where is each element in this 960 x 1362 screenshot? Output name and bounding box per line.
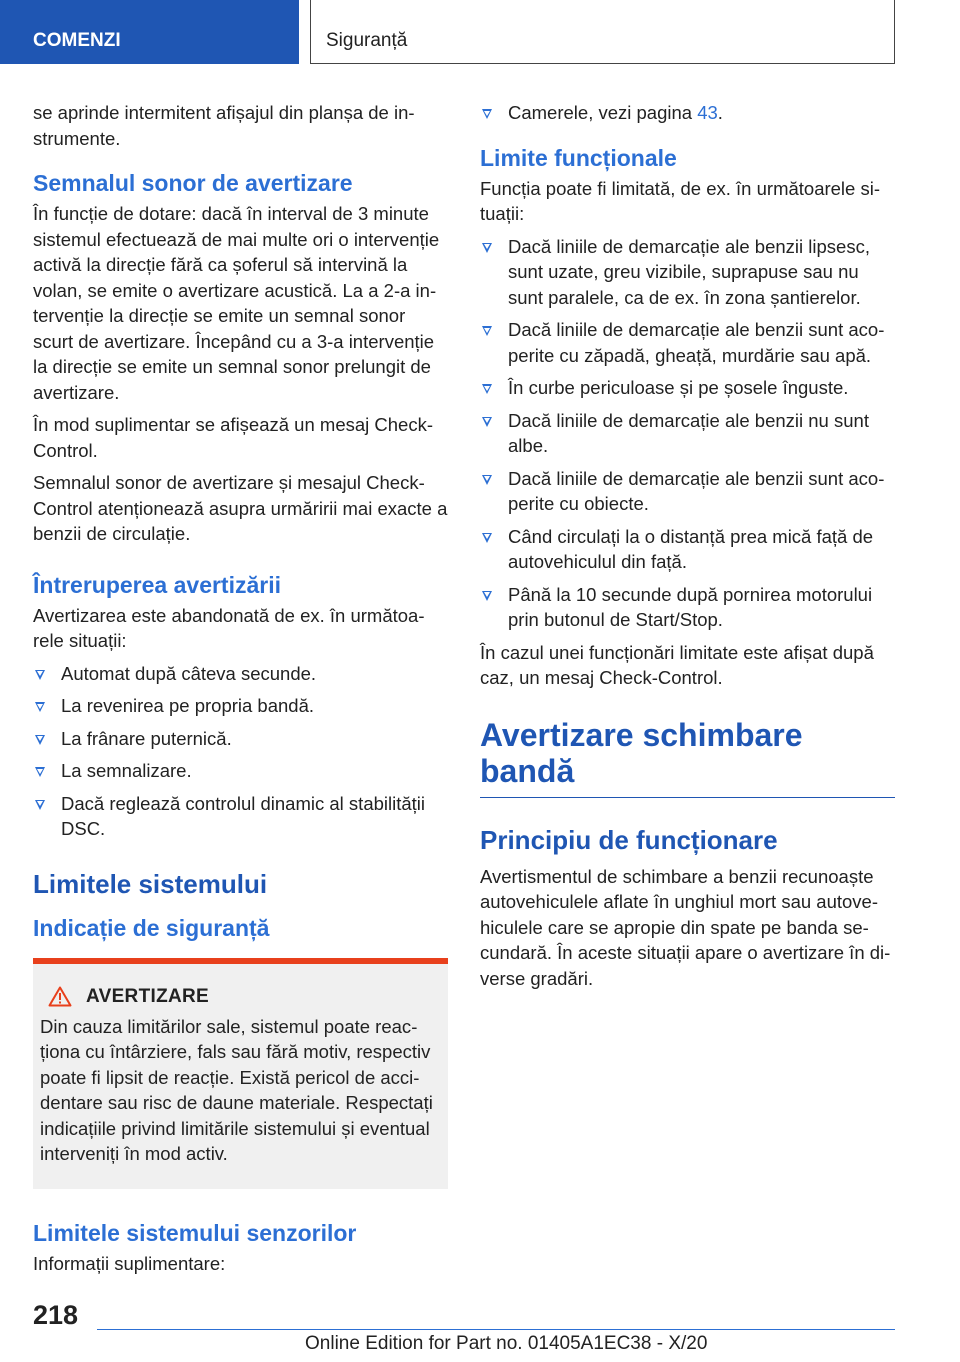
- right-column: [480, 100, 895, 998]
- interrupt-list: [33, 661, 448, 842]
- warning-box: [33, 958, 448, 1189]
- page-number: 218: [33, 1300, 79, 1330]
- heading-lane-change-warning: Avertizare schimbare bandă: [480, 717, 895, 798]
- paragraph-continued: se aprinde intermitent afișajul din planșa de instrumente.: [33, 102, 415, 149]
- heading-interrupt: Întreruperea avertizării: [33, 571, 282, 598]
- bullet-triangle-icon: [35, 702, 45, 712]
- bullet-triangle-icon: [35, 800, 45, 810]
- functional-list: [480, 234, 895, 633]
- paragraph-functional: Funcția poate fi limitată, de ex. în următoarele situații:: [480, 177, 881, 224]
- camera-list: [480, 100, 895, 126]
- chapter-title: Siguranță: [326, 30, 408, 51]
- paragraph-sound-2: În mod suplimentar se afișează un mesaj Check-Control.: [33, 414, 433, 461]
- bullet-triangle-icon: [35, 670, 45, 680]
- bullet-triangle-icon: [482, 326, 492, 336]
- bullet-triangle-icon: [482, 533, 492, 543]
- list-item: La semnalizare.: [33, 758, 448, 784]
- bullet-triangle-icon: [482, 384, 492, 394]
- heading-sound-warning: Semnalul sonor de avertizare: [33, 170, 353, 196]
- bullet-triangle-icon: [482, 109, 492, 119]
- bullet-triangle-icon: [482, 591, 492, 601]
- list-item: Dacă liniile de demarcație ale benzii nu sunt albe.: [480, 408, 895, 459]
- bullet-triangle-icon: [482, 243, 492, 253]
- list-item: Dacă liniile de demarcație ale benzii lipsesc, sunt uzate, greu vizibile, suprapuse sau nu sunt paralele, ca de ex. în zona șantierelor.: [480, 234, 895, 311]
- list-item: Până la 10 secunde după pornirea motorului prin butonul de Start/Stop.: [480, 582, 895, 633]
- list-item: Dacă reglează controlul dinamic al stabilității DSC.: [33, 791, 448, 842]
- heading-sensor-limits: Limitele sistemului senzorilor: [33, 1219, 357, 1246]
- bullet-triangle-icon: [35, 767, 45, 777]
- heading-principle: Principiu de funcționare: [480, 824, 778, 855]
- list-item: Dacă liniile de demarcație ale benzii sunt acoperite cu obiecte.: [480, 466, 895, 517]
- paragraph-sensors: Informații suplimentare:: [33, 1252, 226, 1274]
- paragraph-functional-end: În cazul unei funcționări limitate este afișat după caz, un mesaj Check-Control.: [480, 641, 874, 688]
- bullet-triangle-icon: [482, 475, 492, 485]
- list-item: În curbe periculoase și pe șosele înguste.: [480, 375, 895, 401]
- paragraph-sound-1: În funcție de dotare: dacă în interval de 3 minute sistemul efectuează de mai multe ori o intervenție activă la direcție fără ca șoferul să intervină la volan, se emite o avertizare acustică. La a 2-a intervenție la direcție se emite un semnal sonor scurt de avertizare. Începând cu a 3-a intervenție la direcție se emite un semnal sonor prelungit de avertizare.: [33, 203, 440, 403]
- paragraph-interrupt: Avertizarea este abandonată de ex. în următoarele situații:: [33, 604, 425, 651]
- paragraph-sound-3: Semnalul sonor de avertizare și mesajul Check-Control atenționează asupra urmăririi mai exacte a benzii de circulație.: [33, 472, 448, 544]
- heading-functional-limits: Limite funcționale: [480, 144, 677, 171]
- warning-triangle-icon: [48, 986, 72, 1007]
- heading-system-limits: Limitele sistemului: [33, 868, 268, 899]
- section-tab: [0, 0, 299, 64]
- list-item: La frânare puternică.: [33, 726, 448, 752]
- paragraph-principle: Avertismentul de schimbare a benzii recunoaște autovehiculele aflate în unghiul mort sau autovehiculele care se apropie din spate pe banda secundară. În aceste situații apare o avertizare în diverse gradări.: [480, 865, 891, 989]
- page-link[interactable]: 43: [697, 102, 718, 123]
- heading-safety-note: Indicație de siguranță: [33, 914, 270, 941]
- warning-title: AVERTIZARE: [86, 985, 209, 1007]
- edition-note: Online Edition for Part no. 01405A1EC38 - X/20: [305, 1333, 708, 1354]
- chapter-tab: [310, 0, 895, 64]
- bullet-triangle-icon: [482, 417, 492, 427]
- footer-divider: [97, 1329, 895, 1330]
- left-column: [33, 100, 448, 1283]
- warning-header: [40, 986, 440, 1008]
- list-item: Automat după câteva secunde.: [33, 661, 448, 687]
- list-item: La revenirea pe propria bandă.: [33, 693, 448, 719]
- list-item: Când circulați la o distanță prea mică față de autovehiculul din față.: [480, 524, 895, 575]
- warning-text: Din cauza limitărilor sale, sistemul poate reacționa cu întârziere, fals sau fără motiv, respectiv poate fi lipsit de reacție. Există pericol de accidentare sau risc de daune materiale. Respectați indicațiile privind limitările sistemului și eventual interveniți în mod activ.: [40, 1015, 433, 1164]
- list-item: Camerele, vezi pagina 43.: [480, 100, 895, 126]
- list-item: Dacă liniile de demarcație ale benzii sunt acoperite cu zăpadă, gheață, murdărie sau apă.: [480, 317, 895, 368]
- bullet-triangle-icon: [35, 735, 45, 745]
- section-title: COMENZI: [33, 30, 121, 51]
